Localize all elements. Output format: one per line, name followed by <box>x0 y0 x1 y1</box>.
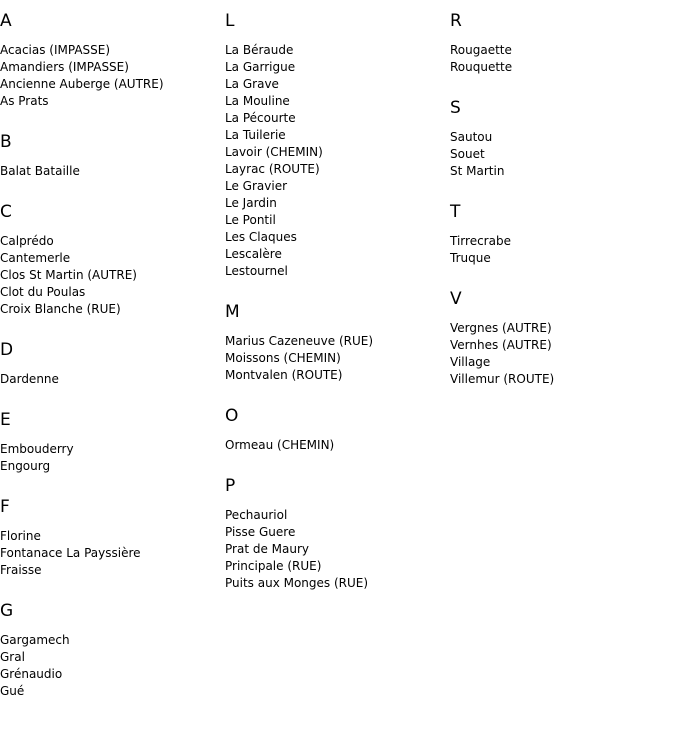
street-link[interactable]: Fontanace La Payssière <box>0 546 141 560</box>
street-list-item <box>225 93 445 110</box>
street-link[interactable]: Grénaudio <box>0 667 63 681</box>
street-list-item <box>0 458 220 475</box>
street-list-item <box>450 250 670 267</box>
street-link[interactable]: Puits aux Monges (RUE) <box>225 576 369 590</box>
street-link[interactable]: Marius Cazeneuve (RUE) <box>225 334 374 348</box>
street-link[interactable]: Prat de Maury <box>225 542 309 556</box>
street-list-item <box>225 76 445 93</box>
street-list-item <box>0 528 220 545</box>
letter-group <box>450 289 670 388</box>
street-link[interactable]: Fraisse <box>0 563 42 577</box>
street-link[interactable]: Montvalen (ROUTE) <box>225 368 343 382</box>
street-list-item <box>0 441 220 458</box>
street-link[interactable]: La Garrigue <box>225 60 296 74</box>
street-list <box>0 371 220 388</box>
street-list-item <box>450 233 670 250</box>
street-list-item <box>0 250 220 267</box>
street-link[interactable]: Rougaette <box>450 43 512 57</box>
street-list-item <box>450 129 670 146</box>
street-list-item <box>0 284 220 301</box>
street-list-item <box>225 524 445 541</box>
street-list-item <box>0 649 220 666</box>
street-list-item <box>225 350 445 367</box>
letter-heading: E <box>0 410 11 430</box>
street-link[interactable]: Gué <box>0 684 25 698</box>
letter-heading: D <box>0 340 14 360</box>
street-link[interactable]: La Pécourte <box>225 111 296 125</box>
street-list-item <box>450 354 670 371</box>
street-list-item <box>225 333 445 350</box>
street-list-item <box>0 267 220 284</box>
letter-group <box>450 98 670 180</box>
street-list-item <box>0 371 220 388</box>
letter-heading: O <box>225 406 239 426</box>
street-link[interactable]: Gral <box>0 650 25 664</box>
street-list-item <box>225 263 445 280</box>
street-link[interactable]: Layrac (ROUTE) <box>225 162 320 176</box>
letter-group <box>450 11 670 76</box>
street-list-item <box>225 195 445 212</box>
street-list-item <box>225 246 445 263</box>
street-link[interactable]: Pechauriol <box>225 508 288 522</box>
street-list-item <box>225 110 445 127</box>
street-link[interactable]: Truque <box>450 251 491 265</box>
street-list-item <box>450 59 670 76</box>
letter-heading: L <box>225 11 235 31</box>
street-link[interactable]: St Martin <box>450 164 505 178</box>
street-link[interactable]: Vernhes (AUTRE) <box>450 338 552 352</box>
street-list-item <box>0 562 220 579</box>
street-list-item <box>0 42 220 59</box>
street-list-item <box>225 367 445 384</box>
letter-heading: R <box>450 11 462 31</box>
street-list-item <box>225 541 445 558</box>
street-list <box>225 507 445 592</box>
street-list-item <box>0 666 220 683</box>
street-list-item <box>0 301 220 318</box>
street-list-item <box>450 163 670 180</box>
letter-group <box>225 11 445 280</box>
street-list <box>225 42 445 280</box>
street-list-item <box>225 229 445 246</box>
street-list-item <box>450 146 670 163</box>
letter-heading: V <box>450 289 462 309</box>
street-list-item <box>225 127 445 144</box>
street-list-item <box>225 558 445 575</box>
street-list-item <box>225 59 445 76</box>
letter-group <box>225 302 445 384</box>
street-link[interactable]: Croix Blanche (RUE) <box>0 302 121 316</box>
street-link[interactable]: Amandiers (IMPASSE) <box>0 60 129 74</box>
letter-heading: F <box>0 497 10 517</box>
street-list <box>450 320 670 388</box>
letter-group <box>0 132 220 180</box>
street-link[interactable]: Village <box>450 355 491 369</box>
letter-heading: A <box>0 11 12 31</box>
street-link[interactable]: Rouquette <box>450 60 513 74</box>
street-link[interactable]: Villemur (ROUTE) <box>450 372 555 386</box>
letter-group <box>225 406 445 454</box>
street-link[interactable]: Lescalère <box>225 247 282 261</box>
street-link[interactable]: Florine <box>0 529 41 543</box>
street-list <box>225 437 445 454</box>
street-link[interactable]: Embouderry <box>0 442 74 456</box>
street-link[interactable]: Calprédo <box>0 234 54 248</box>
street-index-column-1 <box>0 0 220 722</box>
letter-heading: B <box>0 132 12 152</box>
street-list-item <box>225 42 445 59</box>
street-index-column-3 <box>450 0 670 410</box>
street-list-item <box>225 575 445 592</box>
street-link[interactable]: La Mouline <box>225 94 290 108</box>
street-link[interactable]: Ormeau (CHEMIN) <box>225 438 335 452</box>
letter-group <box>450 202 670 267</box>
letter-group <box>0 11 220 110</box>
letter-group <box>225 476 445 592</box>
letter-group <box>0 340 220 388</box>
letter-group <box>0 410 220 475</box>
street-index-column-2 <box>225 0 445 614</box>
street-link[interactable]: Moissons (CHEMIN) <box>225 351 341 365</box>
street-list-item <box>0 233 220 250</box>
letter-group <box>0 601 220 700</box>
street-link[interactable]: Ancienne Auberge (AUTRE) <box>0 77 164 91</box>
street-list-item <box>450 371 670 388</box>
street-list-item <box>0 545 220 562</box>
street-link[interactable]: Tirrecrabe <box>450 234 511 248</box>
street-link[interactable]: Acacias (IMPASSE) <box>0 43 111 57</box>
street-link[interactable]: Clos St Martin (AUTRE) <box>0 268 137 282</box>
street-list <box>0 233 220 318</box>
street-link[interactable]: Engourg <box>0 459 51 473</box>
street-list <box>225 333 445 384</box>
street-list-item <box>0 59 220 76</box>
street-list <box>0 163 220 180</box>
street-link[interactable]: As Prats <box>0 94 49 108</box>
street-link[interactable]: Balat Bataille <box>0 164 80 178</box>
letter-heading: M <box>225 302 240 322</box>
street-link[interactable]: Les Claques <box>225 230 297 244</box>
street-list-item <box>225 212 445 229</box>
street-list <box>450 42 670 76</box>
street-link[interactable]: Clot du Poulas <box>0 285 86 299</box>
street-list <box>0 632 220 700</box>
street-link[interactable]: Lestournel <box>225 264 288 278</box>
letter-heading: C <box>0 202 12 222</box>
street-list-item <box>450 320 670 337</box>
street-list <box>450 129 670 180</box>
street-link[interactable]: Dardenne <box>0 372 59 386</box>
street-link[interactable]: Souet <box>450 147 485 161</box>
street-list-item <box>450 337 670 354</box>
street-link[interactable]: Sautou <box>450 130 493 144</box>
street-list-item <box>225 144 445 161</box>
street-list-item <box>225 437 445 454</box>
street-list <box>0 528 220 579</box>
letter-group <box>0 497 220 579</box>
street-link[interactable]: Gargamech <box>0 633 70 647</box>
street-list-item <box>225 507 445 524</box>
letter-heading: S <box>450 98 461 118</box>
letter-heading: P <box>225 476 236 496</box>
street-link[interactable]: Cantemerle <box>0 251 71 265</box>
street-list <box>450 233 670 267</box>
street-link[interactable]: La Tuilerie <box>225 128 286 142</box>
street-link[interactable]: Le Jardin <box>225 196 277 210</box>
street-list-item <box>0 632 220 649</box>
street-list <box>0 42 220 110</box>
street-list <box>0 441 220 475</box>
street-list-item <box>0 93 220 110</box>
street-list-item <box>225 161 445 178</box>
street-link[interactable]: La Béraude <box>225 43 294 57</box>
street-link[interactable]: Pisse Guere <box>225 525 296 539</box>
street-link[interactable]: Le Pontil <box>225 213 276 227</box>
street-link[interactable]: Vergnes (AUTRE) <box>450 321 552 335</box>
street-link[interactable]: La Grave <box>225 77 279 91</box>
letter-heading: G <box>0 601 14 621</box>
street-link[interactable]: Principale (RUE) <box>225 559 322 573</box>
street-list-item <box>225 178 445 195</box>
street-link[interactable]: Lavoir (CHEMIN) <box>225 145 323 159</box>
street-list-item <box>0 683 220 700</box>
letter-group <box>0 202 220 318</box>
letter-heading: T <box>450 202 461 222</box>
street-list-item <box>450 42 670 59</box>
street-link[interactable]: Le Gravier <box>225 179 288 193</box>
street-list-item <box>0 163 220 180</box>
street-list-item <box>0 76 220 93</box>
